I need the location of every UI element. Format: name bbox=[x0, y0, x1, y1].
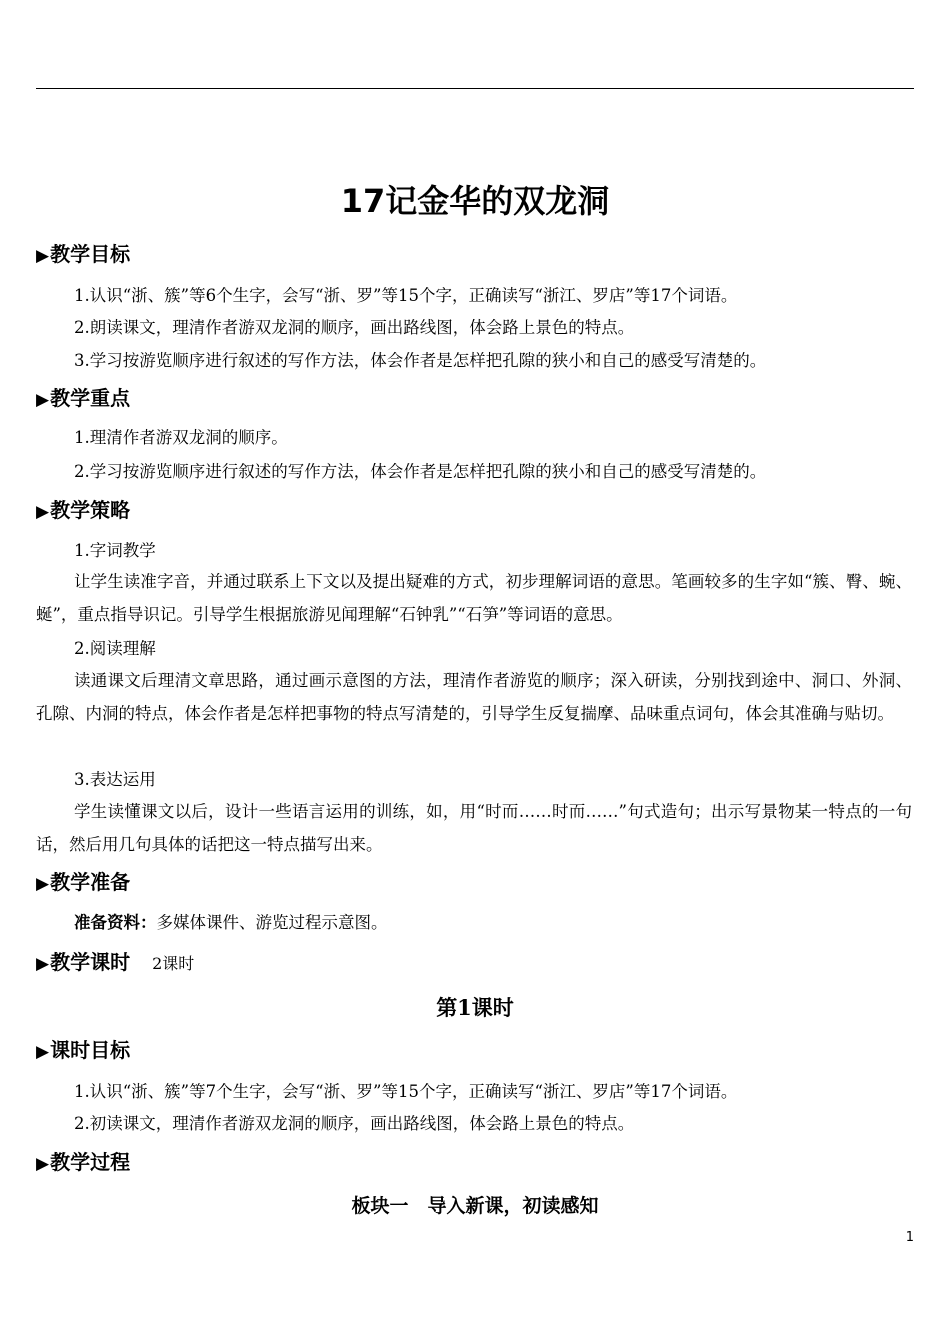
block-heading: 板块一 导入新课，初读感知 bbox=[351, 1195, 599, 1217]
triangle-right-icon: ▶ bbox=[36, 502, 50, 522]
section-heading-strategy bbox=[36, 496, 130, 526]
section-heading-label: 教学课时 bbox=[50, 950, 131, 974]
section-heading-label: 教学目标 bbox=[50, 242, 131, 266]
page-number: 1 bbox=[905, 1230, 914, 1245]
preparation-text: 多媒体课件、游览过程示意图。 bbox=[156, 913, 388, 932]
strategy-subtitle: 1.字词教学 bbox=[74, 541, 156, 560]
strategy-paragraph: 读通课文后理清文章思路，通过画示意图的方法，理清作者游览的顺序；深入研读，分别找到途中、洞口、外洞、孔隙、内洞的特点，体会作者是怎样把事物的特点写清楚的，引导学生反复揣摩、品味重点词句，体会其准确与贴切。 bbox=[36, 671, 912, 723]
list-item: 1.认识“浙、簇”等7个生字，会写“浙、罗”等15个字，正确读写“浙江、罗店”等17个词语。 bbox=[74, 1082, 738, 1101]
section-heading-label: 教学准备 bbox=[50, 870, 131, 894]
section-heading-label: 教学过程 bbox=[50, 1150, 131, 1174]
section-heading-label: 课时目标 bbox=[50, 1038, 131, 1062]
section-heading-preparation bbox=[36, 868, 130, 898]
strategy-paragraph: 学生读懂课文以后，设计一些语言运用的训练，如，用“时而……时而……”句式造句；出示写景物某一特点的一句话，然后用几句具体的话把这一特点描写出来。 bbox=[36, 802, 912, 854]
lesson-heading: 第1课时 bbox=[436, 995, 514, 1020]
section-heading-label: 教学重点 bbox=[50, 386, 131, 410]
section-heading-lesson-goals bbox=[36, 1036, 130, 1066]
triangle-right-icon: ▶ bbox=[36, 954, 50, 974]
triangle-right-icon: ▶ bbox=[36, 390, 50, 410]
list-item: 1.理清作者游双龙洞的顺序。 bbox=[74, 428, 288, 447]
header-rule bbox=[36, 88, 914, 89]
preparation-paragraph bbox=[36, 907, 912, 940]
list-item: 2.初读课文，理清作者游双龙洞的顺序，画出路线图，体会路上景色的特点。 bbox=[74, 1114, 635, 1133]
preparation-label: 准备资料： bbox=[74, 913, 157, 932]
section-heading-hours bbox=[36, 948, 194, 978]
strategy-paragraph: 让学生读准字音，并通过联系上下文以及提出疑难的方式，初步理解词语的意思。笔画较多的生字如“簇、臀、蜿、蜒”，重点指导识记。引导学生根据旅游见闻理解“石钟乳”“石笋”等词语的意思。 bbox=[36, 572, 912, 624]
page-title: 17记金华的双龙洞 bbox=[340, 182, 610, 220]
section-heading-key-points bbox=[36, 384, 130, 414]
triangle-right-icon: ▶ bbox=[36, 246, 50, 266]
list-item: 2.朗读课文，理清作者游双龙洞的顺序，画出路线图，体会路上景色的特点。 bbox=[74, 318, 635, 337]
triangle-right-icon: ▶ bbox=[36, 1154, 50, 1174]
list-item: 1.认识“浙、簇”等6个生字，会写“浙、罗”等15个字，正确读写“浙江、罗店”等17个词语。 bbox=[74, 286, 738, 305]
list-item: 2.学习按游览顺序进行叙述的写作方法，体会作者是怎样把孔隙的狭小和自己的感受写清楚的。 bbox=[74, 462, 767, 481]
strategy-subtitle: 2.阅读理解 bbox=[74, 639, 156, 658]
triangle-right-icon: ▶ bbox=[36, 874, 50, 894]
list-item: 3.学习按游览顺序进行叙述的写作方法，体会作者是怎样把孔隙的狭小和自己的感受写清楚的。 bbox=[74, 351, 767, 370]
hours-value: 2课时 bbox=[152, 954, 195, 973]
triangle-right-icon: ▶ bbox=[36, 1042, 50, 1062]
section-heading-process bbox=[36, 1148, 130, 1178]
section-heading-label: 教学策略 bbox=[50, 498, 131, 522]
section-heading-goals bbox=[36, 240, 130, 270]
strategy-subtitle: 3.表达运用 bbox=[74, 770, 156, 789]
